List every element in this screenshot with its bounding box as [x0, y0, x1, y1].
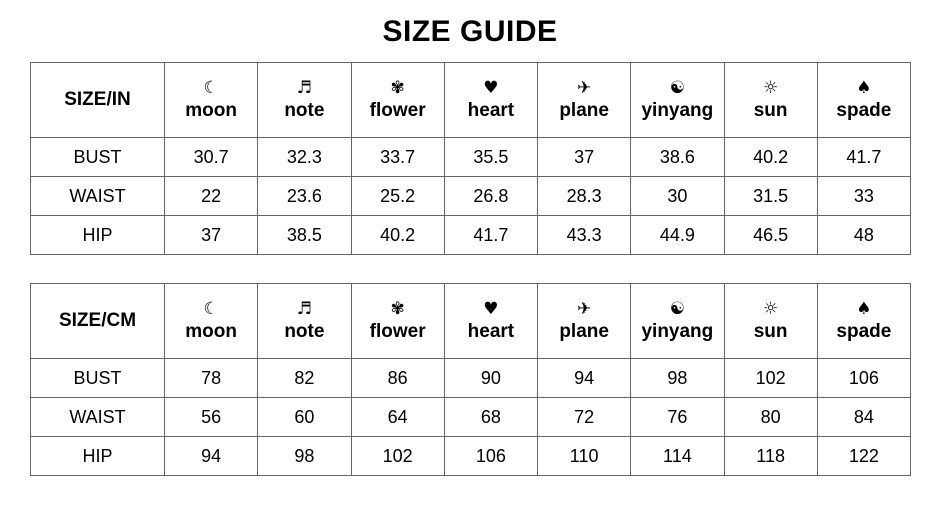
table-row-waist	[31, 177, 911, 216]
table-cell: 31.5	[724, 177, 817, 216]
table-cell: 30.7	[165, 138, 258, 177]
column-header-heart	[444, 63, 537, 138]
table-cell: 48	[817, 216, 910, 255]
table-cell: 94	[165, 437, 258, 476]
heart-icon: ♥	[483, 299, 499, 319]
column-header-plane	[538, 63, 631, 138]
row-header-hip: HIP	[31, 437, 165, 476]
page-title: SIZE GUIDE	[382, 15, 558, 48]
column-label: yinyang	[641, 100, 714, 121]
column-label: note	[284, 321, 325, 342]
table-cell: 60	[258, 398, 351, 437]
table-cell: 102	[724, 359, 817, 398]
column-header-yinyang	[631, 63, 724, 138]
flower-icon: ✾	[390, 78, 405, 98]
table-cell: 25.2	[351, 177, 444, 216]
table-cell: 33	[817, 177, 910, 216]
row-header-bust: BUST	[31, 359, 165, 398]
note-icon: ♬	[296, 299, 312, 319]
size-table-centimeters	[30, 283, 911, 476]
column-header-plane	[538, 284, 631, 359]
table-cell: 106	[444, 437, 537, 476]
table-cell: 41.7	[444, 216, 537, 255]
table-cell: 86	[351, 359, 444, 398]
table-cell: 94	[538, 359, 631, 398]
column-header-yinyang	[631, 284, 724, 359]
column-header-flower	[351, 284, 444, 359]
column-header-moon	[165, 63, 258, 138]
table-row-waist	[31, 398, 911, 437]
spade-icon: ♠	[856, 299, 872, 319]
table-cell: 38.6	[631, 138, 724, 177]
table-cell: 33.7	[351, 138, 444, 177]
note-icon: ♬	[296, 78, 312, 98]
table-cell: 38.5	[258, 216, 351, 255]
table-cell: 80	[724, 398, 817, 437]
table-cell: 76	[631, 398, 724, 437]
table-cell: 22	[165, 177, 258, 216]
header-row	[31, 284, 911, 359]
row-header-waist: WAIST	[31, 398, 165, 437]
table-cell: 28.3	[538, 177, 631, 216]
table-cell: 46.5	[724, 216, 817, 255]
row-header-hip: HIP	[31, 216, 165, 255]
table-cell: 64	[351, 398, 444, 437]
table-cell: 106	[817, 359, 910, 398]
heart-icon: ♥	[483, 78, 499, 98]
table-cell: 26.8	[444, 177, 537, 216]
column-label: flower	[369, 321, 426, 342]
table-cell: 110	[538, 437, 631, 476]
spade-icon: ♠	[856, 78, 872, 98]
table-cell: 72	[538, 398, 631, 437]
table-row-hip	[31, 216, 911, 255]
table-cell: 40.2	[351, 216, 444, 255]
table-cell: 68	[444, 398, 537, 437]
row-header-bust: BUST	[31, 138, 165, 177]
sun-icon: ☼	[763, 299, 779, 319]
column-label: plane	[559, 321, 609, 342]
column-label: plane	[559, 100, 609, 121]
column-label: yinyang	[641, 321, 714, 342]
column-header-moon	[165, 284, 258, 359]
table-row-bust	[31, 359, 911, 398]
table-cell: 44.9	[631, 216, 724, 255]
table-cell: 122	[817, 437, 910, 476]
table-cell: 41.7	[817, 138, 910, 177]
table-cell: 84	[817, 398, 910, 437]
table-cell: 32.3	[258, 138, 351, 177]
table-row-hip	[31, 437, 911, 476]
table-cell: 98	[631, 359, 724, 398]
size-table-inches	[30, 62, 911, 255]
column-label: heart	[467, 100, 515, 121]
column-label: sun	[753, 321, 788, 342]
table-cell: 114	[631, 437, 724, 476]
plane-icon: ✈	[577, 299, 592, 319]
table-row-bust	[31, 138, 911, 177]
plane-icon: ✈	[577, 78, 592, 98]
sun-icon: ☼	[763, 78, 779, 98]
column-header-heart	[444, 284, 537, 359]
yinyang-icon: ☯	[669, 299, 685, 319]
table-cell: 90	[444, 359, 537, 398]
flower-icon: ✾	[390, 299, 405, 319]
corner-header-size-in: SIZE/IN	[31, 63, 165, 138]
column-label: sun	[753, 100, 788, 121]
column-label: moon	[185, 321, 237, 342]
column-header-note	[258, 63, 351, 138]
corner-header-size-cm: SIZE/CM	[31, 284, 165, 359]
column-label: spade	[836, 100, 892, 121]
column-header-sun	[724, 284, 817, 359]
moon-icon: ☾	[203, 78, 219, 98]
yinyang-icon: ☯	[669, 78, 685, 98]
table-cell: 37	[165, 216, 258, 255]
column-header-flower	[351, 63, 444, 138]
column-header-spade	[817, 63, 910, 138]
column-label: spade	[836, 321, 892, 342]
table-cell: 98	[258, 437, 351, 476]
table-cell: 30	[631, 177, 724, 216]
column-header-spade	[817, 284, 910, 359]
column-label: heart	[467, 321, 515, 342]
table-cell: 40.2	[724, 138, 817, 177]
column-label: moon	[185, 100, 237, 121]
table-cell: 118	[724, 437, 817, 476]
table-cell: 82	[258, 359, 351, 398]
column-header-sun	[724, 63, 817, 138]
table-cell: 35.5	[444, 138, 537, 177]
column-header-note	[258, 284, 351, 359]
moon-icon: ☾	[203, 299, 219, 319]
column-label: note	[284, 100, 325, 121]
table-cell: 78	[165, 359, 258, 398]
row-header-waist: WAIST	[31, 177, 165, 216]
table-cell: 56	[165, 398, 258, 437]
table-cell: 43.3	[538, 216, 631, 255]
header-row	[31, 63, 911, 138]
table-cell: 23.6	[258, 177, 351, 216]
table-cell: 37	[538, 138, 631, 177]
table-cell: 102	[351, 437, 444, 476]
column-label: flower	[369, 100, 426, 121]
